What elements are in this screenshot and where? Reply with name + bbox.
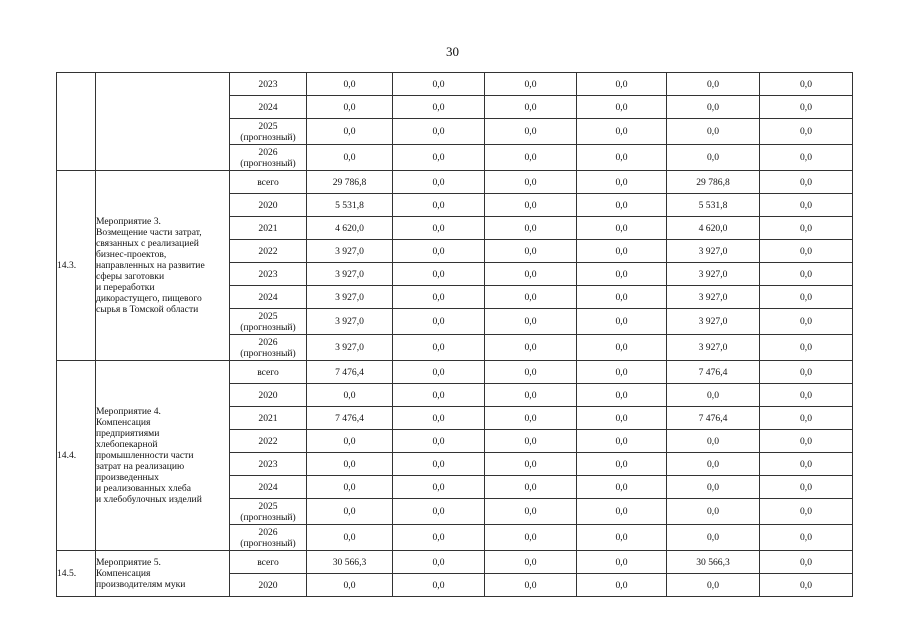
value-cell: 0,0 [393,73,485,96]
year-cell: 2025 (прогнозный) [230,499,307,525]
year-cell: 2025 (прогнозный) [230,309,307,335]
value-cell: 0,0 [393,263,485,286]
value-cell: 0,0 [667,430,760,453]
value-cell: 0,0 [667,476,760,499]
table-row [57,73,853,96]
value-cell: 0,0 [485,453,577,476]
measure-description: Мероприятие 4. Компенсация предприятиями хлебопекарной промышленности части затрат на реализацию произведенных и реализованных хлеба и хлебобулочных изделий [96,361,230,551]
table-row [57,551,853,574]
year-cell: 2025 (прогнозный) [230,119,307,145]
value-cell: 5 531,8 [667,194,760,217]
value-cell: 0,0 [485,194,577,217]
value-cell: 0,0 [577,194,667,217]
value-cell: 0,0 [760,499,853,525]
value-cell: 3 927,0 [307,263,393,286]
value-cell: 3 927,0 [307,286,393,309]
value-cell: 0,0 [485,361,577,384]
value-cell: 4 620,0 [667,217,760,240]
value-cell: 0,0 [485,335,577,361]
value-cell: 0,0 [485,171,577,194]
year-cell: 2024 [230,96,307,119]
year-cell: 2021 [230,217,307,240]
value-cell: 0,0 [307,384,393,407]
value-cell: 0,0 [667,119,760,145]
year-cell: 2023 [230,453,307,476]
value-cell: 0,0 [393,171,485,194]
year-cell: 2024 [230,286,307,309]
value-cell: 0,0 [485,96,577,119]
value-cell: 0,0 [577,263,667,286]
value-cell: 0,0 [760,407,853,430]
year-cell: 2023 [230,73,307,96]
table-row [57,171,853,194]
value-cell: 29 786,8 [667,171,760,194]
value-cell: 5 531,8 [307,194,393,217]
value-cell: 0,0 [485,119,577,145]
year-cell: 2020 [230,384,307,407]
value-cell: 3 927,0 [667,263,760,286]
value-cell: 0,0 [393,551,485,574]
measure-number: 14.3. [57,171,96,361]
value-cell: 7 476,4 [307,361,393,384]
value-cell: 0,0 [760,240,853,263]
value-cell: 0,0 [485,263,577,286]
value-cell: 0,0 [760,194,853,217]
value-cell: 7 476,4 [667,407,760,430]
value-cell: 0,0 [760,453,853,476]
value-cell: 0,0 [577,384,667,407]
value-cell: 0,0 [577,73,667,96]
value-cell: 0,0 [393,453,485,476]
value-cell: 0,0 [577,476,667,499]
value-cell: 0,0 [393,407,485,430]
value-cell: 0,0 [577,430,667,453]
value-cell: 0,0 [393,499,485,525]
value-cell: 0,0 [577,240,667,263]
value-cell: 0,0 [393,145,485,171]
value-cell: 0,0 [667,525,760,551]
value-cell: 0,0 [760,551,853,574]
year-cell: 2022 [230,430,307,453]
value-cell: 29 786,8 [307,171,393,194]
year-cell: всего [230,361,307,384]
value-cell: 0,0 [760,309,853,335]
table-body [57,73,853,597]
year-cell: 2020 [230,194,307,217]
value-cell: 0,0 [485,309,577,335]
value-cell: 0,0 [485,73,577,96]
value-cell: 0,0 [577,145,667,171]
value-cell: 0,0 [485,286,577,309]
value-cell: 0,0 [485,525,577,551]
year-cell: 2020 [230,574,307,597]
value-cell: 0,0 [485,384,577,407]
value-cell: 0,0 [393,574,485,597]
value-cell: 0,0 [577,286,667,309]
year-cell: 2026 (прогнозный) [230,335,307,361]
year-cell: 2024 [230,476,307,499]
value-cell: 0,0 [393,476,485,499]
value-cell: 0,0 [667,73,760,96]
value-cell: 0,0 [577,407,667,430]
value-cell: 0,0 [307,430,393,453]
value-cell: 0,0 [577,335,667,361]
value-cell: 0,0 [577,309,667,335]
value-cell: 0,0 [760,525,853,551]
value-cell: 0,0 [577,217,667,240]
value-cell: 0,0 [760,263,853,286]
value-cell: 3 927,0 [307,335,393,361]
value-cell: 0,0 [760,335,853,361]
table-row [57,361,853,384]
year-cell: 2022 [230,240,307,263]
measure-number [57,73,96,171]
value-cell: 0,0 [393,384,485,407]
value-cell: 30 566,3 [667,551,760,574]
value-cell: 0,0 [485,476,577,499]
value-cell: 30 566,3 [307,551,393,574]
value-cell: 0,0 [393,286,485,309]
value-cell: 0,0 [760,119,853,145]
value-cell: 0,0 [307,145,393,171]
value-cell: 0,0 [393,335,485,361]
year-cell: всего [230,171,307,194]
value-cell: 0,0 [485,430,577,453]
measure-description: Мероприятие 5. Компенсация производителям муки [96,551,230,597]
value-cell: 0,0 [307,476,393,499]
year-cell: 2021 [230,407,307,430]
year-cell: 2026 (прогнозный) [230,525,307,551]
value-cell: 0,0 [760,217,853,240]
measure-number: 14.4. [57,361,96,551]
value-cell: 3 927,0 [667,240,760,263]
value-cell: 0,0 [393,119,485,145]
value-cell: 0,0 [485,499,577,525]
value-cell: 0,0 [393,194,485,217]
value-cell: 0,0 [760,384,853,407]
value-cell: 0,0 [760,574,853,597]
value-cell: 0,0 [577,361,667,384]
value-cell: 0,0 [760,476,853,499]
value-cell: 0,0 [760,361,853,384]
value-cell: 0,0 [393,96,485,119]
value-cell: 0,0 [485,551,577,574]
value-cell: 7 476,4 [667,361,760,384]
page-number: 30 [446,44,459,59]
budget-table [56,72,853,597]
value-cell: 0,0 [667,96,760,119]
value-cell: 0,0 [307,73,393,96]
value-cell: 0,0 [485,145,577,171]
value-cell: 0,0 [577,499,667,525]
year-cell: 2023 [230,263,307,286]
measure-description: Мероприятие 3. Возмещение части затрат, связанных с реализацией бизнес-проектов, направленных на развитие сферы заготовки и переработки дикорастущего, пищевого сырья в Томской области [96,171,230,361]
value-cell: 0,0 [667,499,760,525]
value-cell: 0,0 [577,551,667,574]
value-cell: 0,0 [485,240,577,263]
value-cell: 0,0 [577,96,667,119]
value-cell: 0,0 [667,453,760,476]
value-cell: 0,0 [760,96,853,119]
value-cell: 3 927,0 [667,335,760,361]
value-cell: 0,0 [760,73,853,96]
year-cell: всего [230,551,307,574]
value-cell: 0,0 [307,499,393,525]
value-cell: 0,0 [667,145,760,171]
value-cell: 0,0 [760,171,853,194]
value-cell: 3 927,0 [667,309,760,335]
value-cell: 0,0 [393,525,485,551]
year-cell: 2026 (прогнозный) [230,145,307,171]
value-cell: 0,0 [307,574,393,597]
measure-number: 14.5. [57,551,96,597]
value-cell: 0,0 [577,171,667,194]
value-cell: 0,0 [307,525,393,551]
value-cell: 4 620,0 [307,217,393,240]
value-cell: 0,0 [393,430,485,453]
value-cell: 0,0 [307,96,393,119]
value-cell: 0,0 [393,361,485,384]
value-cell: 0,0 [667,574,760,597]
value-cell: 0,0 [760,145,853,171]
value-cell: 3 927,0 [667,286,760,309]
value-cell: 0,0 [577,574,667,597]
value-cell: 0,0 [485,574,577,597]
value-cell: 0,0 [485,407,577,430]
value-cell: 7 476,4 [307,407,393,430]
value-cell: 0,0 [307,453,393,476]
measure-description [96,73,230,171]
value-cell: 0,0 [393,309,485,335]
value-cell: 0,0 [667,384,760,407]
value-cell: 0,0 [577,525,667,551]
value-cell: 0,0 [760,286,853,309]
value-cell: 0,0 [307,119,393,145]
value-cell: 0,0 [577,119,667,145]
value-cell: 0,0 [393,217,485,240]
value-cell: 0,0 [760,430,853,453]
value-cell: 3 927,0 [307,240,393,263]
value-cell: 0,0 [485,217,577,240]
value-cell: 0,0 [393,240,485,263]
value-cell: 0,0 [577,453,667,476]
value-cell: 3 927,0 [307,309,393,335]
